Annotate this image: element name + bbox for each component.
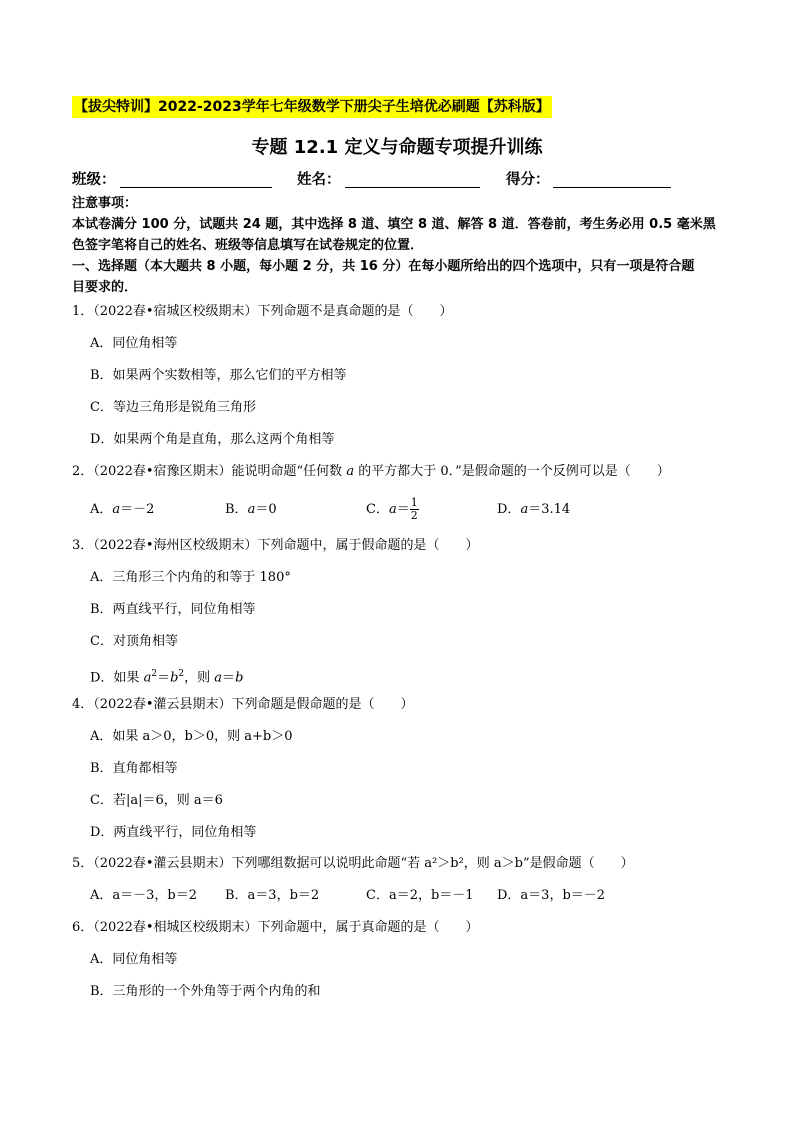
comma-then: ，则 bbox=[184, 670, 215, 686]
fraction-numerator: 1 bbox=[410, 496, 418, 509]
section-1-line-2: 目要求的． bbox=[72, 280, 138, 295]
question-3-option-c[interactable]: C．对顶角相等 bbox=[90, 634, 178, 649]
question-6-stem: 6．（2022春•相城区校级期末）下列命题中，属于真命题的是（ ） bbox=[72, 920, 479, 935]
question-4-stem: 4．（2022春•灌云县期末）下列命题是假命题的是（ ） bbox=[72, 697, 414, 712]
section-1-rest: 在每小题所给出的四个选项中，只有一项是符合题 bbox=[408, 259, 695, 274]
series-banner: 【拔尖特训】2022-2023学年七年级数学下册尖子生培优必刷题【苏科版】 bbox=[72, 96, 552, 118]
question-3-stem: 3．（2022春•海州区校级期末）下列命题中，属于假命题的是（ ） bbox=[72, 538, 479, 553]
score-field-line[interactable] bbox=[553, 187, 671, 188]
superscript: 2 bbox=[178, 669, 185, 679]
equals: ＝ bbox=[222, 670, 236, 686]
page-title: 专题 12.1 定义与命题专项提升训练 bbox=[251, 137, 543, 158]
question-2-option-d[interactable] bbox=[497, 500, 570, 520]
question-6-option-b[interactable]: B．三角形的一个外角等于两个内角的和 bbox=[90, 984, 321, 999]
option-value: ＝－2 bbox=[120, 502, 155, 517]
question-3-option-d[interactable] bbox=[90, 664, 243, 688]
var-b: b bbox=[235, 670, 244, 686]
question-5-option-d[interactable]: D．a＝3，b＝－2 bbox=[497, 888, 606, 903]
question-4-option-a[interactable]: A．如果 a＞0，b＞0，则 a+b＞0 bbox=[90, 729, 293, 744]
notes-heading: 注意事项： bbox=[72, 196, 138, 211]
question-1-stem: 1．（2022春•宿城区校级期末）下列命题不是真命题的是（ ） bbox=[72, 304, 453, 319]
section-1-bold: 一、选择题（本大题共 8 小题，每小题 2 分，共 16 分） bbox=[72, 259, 409, 274]
question-4-option-d[interactable]: D．两直线平行，同位角相等 bbox=[90, 825, 257, 840]
option-letter: D． bbox=[497, 502, 521, 517]
score-label: 得分： bbox=[506, 172, 550, 188]
question-5-option-b[interactable]: B．a＝3，b＝2 bbox=[225, 888, 320, 903]
question-2-option-b[interactable] bbox=[225, 500, 277, 520]
name-field-line[interactable] bbox=[345, 187, 480, 188]
option-letter: A． bbox=[90, 502, 113, 517]
question-6-option-a[interactable]: A．同位角相等 bbox=[90, 952, 178, 967]
name-label: 姓名： bbox=[297, 172, 341, 188]
question-3-option-a[interactable]: A．三角形三个内角的和等于 180° bbox=[90, 570, 291, 585]
question-1-option-c[interactable]: C．等边三角形是锐角三角形 bbox=[90, 400, 256, 415]
question-4-option-b[interactable]: B．直角都相等 bbox=[90, 761, 178, 776]
option-var: a bbox=[388, 502, 397, 517]
notes-line-1: 本试卷满分 100 分，试题共 24 题，其中选择 8 道、填空 8 道、解答 8 道．答卷前，考生务必用 0.5 毫米黑 bbox=[72, 217, 716, 232]
option-value: ＝0 bbox=[255, 502, 277, 517]
question-2-option-a[interactable] bbox=[90, 500, 154, 520]
question-5-stem: 5．（2022春•灌云县期末）下列哪组数据可以说明此命题“若 a²＞b²，则 a＞b”是假命题（ ） bbox=[72, 856, 634, 871]
option-var: a bbox=[247, 502, 256, 517]
option-equals: ＝ bbox=[396, 502, 410, 517]
fraction bbox=[410, 497, 419, 522]
fraction-denominator: 2 bbox=[410, 509, 418, 522]
question-2-stem-a: 2．（2022春•宿豫区期末）能说明命题“任何数 bbox=[72, 464, 343, 479]
section-1-heading bbox=[72, 256, 694, 277]
notes-line-2: 色签字笔将自己的姓名、班级等信息填写在试卷规定的位置． bbox=[72, 238, 424, 253]
class-label: 班级： bbox=[72, 172, 116, 188]
var-a: a bbox=[143, 670, 152, 686]
equals: ＝ bbox=[157, 670, 171, 686]
question-3-option-b[interactable]: B．两直线平行，同位角相等 bbox=[90, 602, 256, 617]
question-2-stem bbox=[72, 462, 670, 482]
question-2-var: a bbox=[346, 464, 355, 479]
option-var: a bbox=[112, 502, 121, 517]
question-1-option-b[interactable]: B．如果两个实数相等，那么它们的平方相等 bbox=[90, 368, 347, 383]
var-a: a bbox=[214, 670, 223, 686]
option-prefix: D．如果 bbox=[90, 670, 144, 686]
class-field-line[interactable] bbox=[120, 187, 272, 188]
option-letter: B． bbox=[225, 502, 248, 517]
option-var: a bbox=[520, 502, 529, 517]
option-letter: C． bbox=[366, 502, 389, 517]
option-value: ＝3.14 bbox=[528, 502, 571, 517]
question-5-option-a[interactable]: A．a＝－3，b＝2 bbox=[90, 888, 198, 903]
question-2-option-c[interactable] bbox=[366, 490, 419, 530]
var-b: b bbox=[170, 670, 179, 686]
question-4-option-c[interactable]: C．若|a|＝6，则 a＝6 bbox=[90, 793, 223, 808]
superscript: 2 bbox=[151, 669, 158, 679]
question-2-stem-b: 的平方都大于 0．”是假命题的一个反例可以是（ ） bbox=[358, 464, 670, 479]
question-1-option-d[interactable]: D．如果两个角是直角，那么这两个角相等 bbox=[90, 432, 335, 447]
question-5-option-c[interactable]: C．a＝2，b＝－1 bbox=[366, 888, 474, 903]
question-1-option-a[interactable]: A．同位角相等 bbox=[90, 336, 178, 351]
